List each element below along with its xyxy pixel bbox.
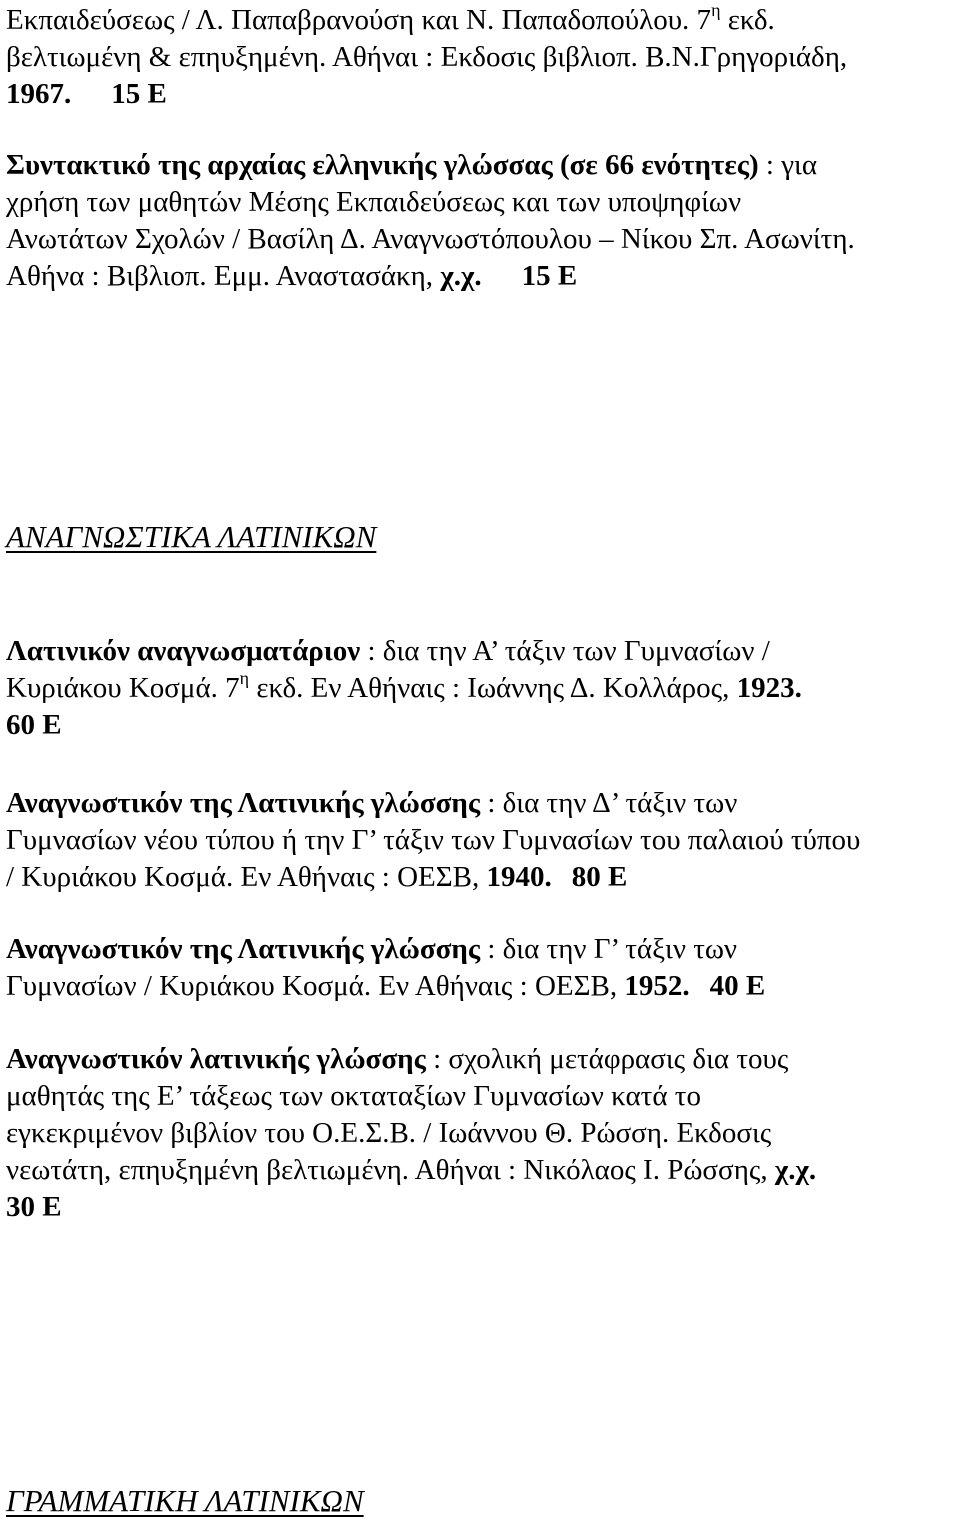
entry-line [6,633,956,670]
entry-text: Ανωτάτων Σχολών / Βασίλη Δ. Αναγνωστόπουλου – Νίκου Σπ. Ασωνίτη. [6,223,855,255]
entry-price: 30 Ε [6,1191,62,1223]
entry-line [6,1115,956,1152]
entry-line [6,1189,956,1226]
entry-title: Αναγνωστικόν της Λατινικής γλώσσης [6,933,481,965]
entry-text: μαθητάς της Ε’ τάξεως των οκταταξίων Γυμνασίων κατά το [6,1080,701,1112]
entry-line [6,1152,956,1189]
entry-text: : δια την Δ’ τάξιν των [480,787,738,819]
section-heading-readers: ΑΝΑΓΝΩΣΤΙΚΑ ΛΑΤΙΝΙΚΩΝ [6,519,377,554]
entry-line [6,147,956,184]
edition-superscript: η [711,0,721,21]
entry-text: χρήση των μαθητών Μέσης Εκπαιδεύσεως και των υποψηφίων [6,186,742,218]
entry-text: Γυμνασίων νέου τύπου ή την Γ’ τάξιν των Γυμνασίων του παλαιού τύπου [6,824,861,856]
entry-text: : για [758,149,818,181]
entry-latinikon-anagnosmatarion [6,633,956,744]
edition-superscript: η [239,668,250,689]
entry-text: βελτιωμένη & επηυξημένη. Αθήναι : Εκδοσις βιβλιοπ. Β.Ν.Γρηγοριάδη, [6,41,848,73]
entry-line [6,707,956,744]
entry-line [6,822,956,859]
entry-text: Γυμνασίων / Κυριάκου Κοσμά. Εν Αθήναις : ΟΕΣΒ, [6,970,625,1002]
entry-line [6,76,956,113]
entry-year: 1967. [6,78,72,110]
entry-year: 1952. [624,970,690,1002]
entry-year: 1923. [736,672,802,704]
entry-anagnostikon-1940 [6,785,956,896]
entry-date-unknown: χ.χ. [440,260,482,292]
entry-text: Αθήνα : Βιβλιοπ. Εμμ. Αναστασάκη, [6,260,441,292]
entry-line [6,184,956,221]
entry-title: Συντακτικό της αρχαίας ελληνικής γλώσσας (σε 66 ενότητες) [6,149,759,181]
entry-text: : δια την Α’ τάξιν των Γυμνασίων / [360,635,770,667]
entry-text: εκδ. [720,4,775,36]
entry-text: / Κυριάκου Κοσμά. Εν Αθήναις : ΟΕΣΒ, [6,861,487,893]
entry-syntaktiko [6,147,956,295]
entry-line [6,968,956,1005]
entry-line [6,859,956,896]
entry-title: Αναγνωστικόν της Λατινικής γλώσσης [6,787,481,819]
entry-text: : δια την Γ’ τάξιν των [480,933,738,965]
entry-line [6,39,956,76]
entry-price: 15 Ε [111,78,167,110]
entry-line [6,785,956,822]
entry-line [6,1078,956,1115]
entry-line [6,670,956,707]
entry-text: Εκπαιδεύσεως / Λ. Παπαβρανούση και Ν. Παπαδοπούλου. 7 [6,4,712,36]
entry-line [6,2,956,39]
entry-line [6,221,956,258]
entry-date-unknown: χ.χ. [774,1154,817,1186]
section-heading-grammar: ΓΡΑΜΜΑΤΙΚΗ ΛΑΤΙΝΙΚΩΝ [6,1483,364,1518]
entry-anagnostikon-1952 [6,931,956,1005]
entry-continued [6,2,956,113]
entry-text: νεωτάτη, επηυξημένη βελτιωμένη. Αθήναι : Νικόλαος Ι. Ρώσσης, [6,1154,775,1186]
entry-title: Λατινικόν αναγνωσματάριον [6,635,361,667]
entry-title: Αναγνωστικόν λατινικής γλώσσης [6,1043,426,1075]
entry-line [6,931,956,968]
entry-text: εκδ. Εν Αθήναις : Ιωάννης Δ. Κολλάρος, [249,672,737,704]
entry-line [6,1041,956,1078]
entry-text: : σχολική μετάφρασις δια τους [425,1043,789,1075]
entry-price: 80 Ε [571,861,628,893]
entry-price: 40 Ε [709,970,766,1002]
entry-text: Κυριάκου Κοσμά. 7 [6,672,240,704]
entry-year: 1940. [486,861,552,893]
entry-anagnostikon-latinikis [6,1041,956,1226]
entry-price: 60 Ε [6,709,62,741]
entry-line [6,258,956,295]
entry-text: εγκεκριμένον βιβλίον του Ο.Ε.Σ.Β. / Ιωάννου Θ. Ρώσση. Εκδοσις [6,1117,772,1149]
entry-price: 15 Ε [521,260,578,292]
